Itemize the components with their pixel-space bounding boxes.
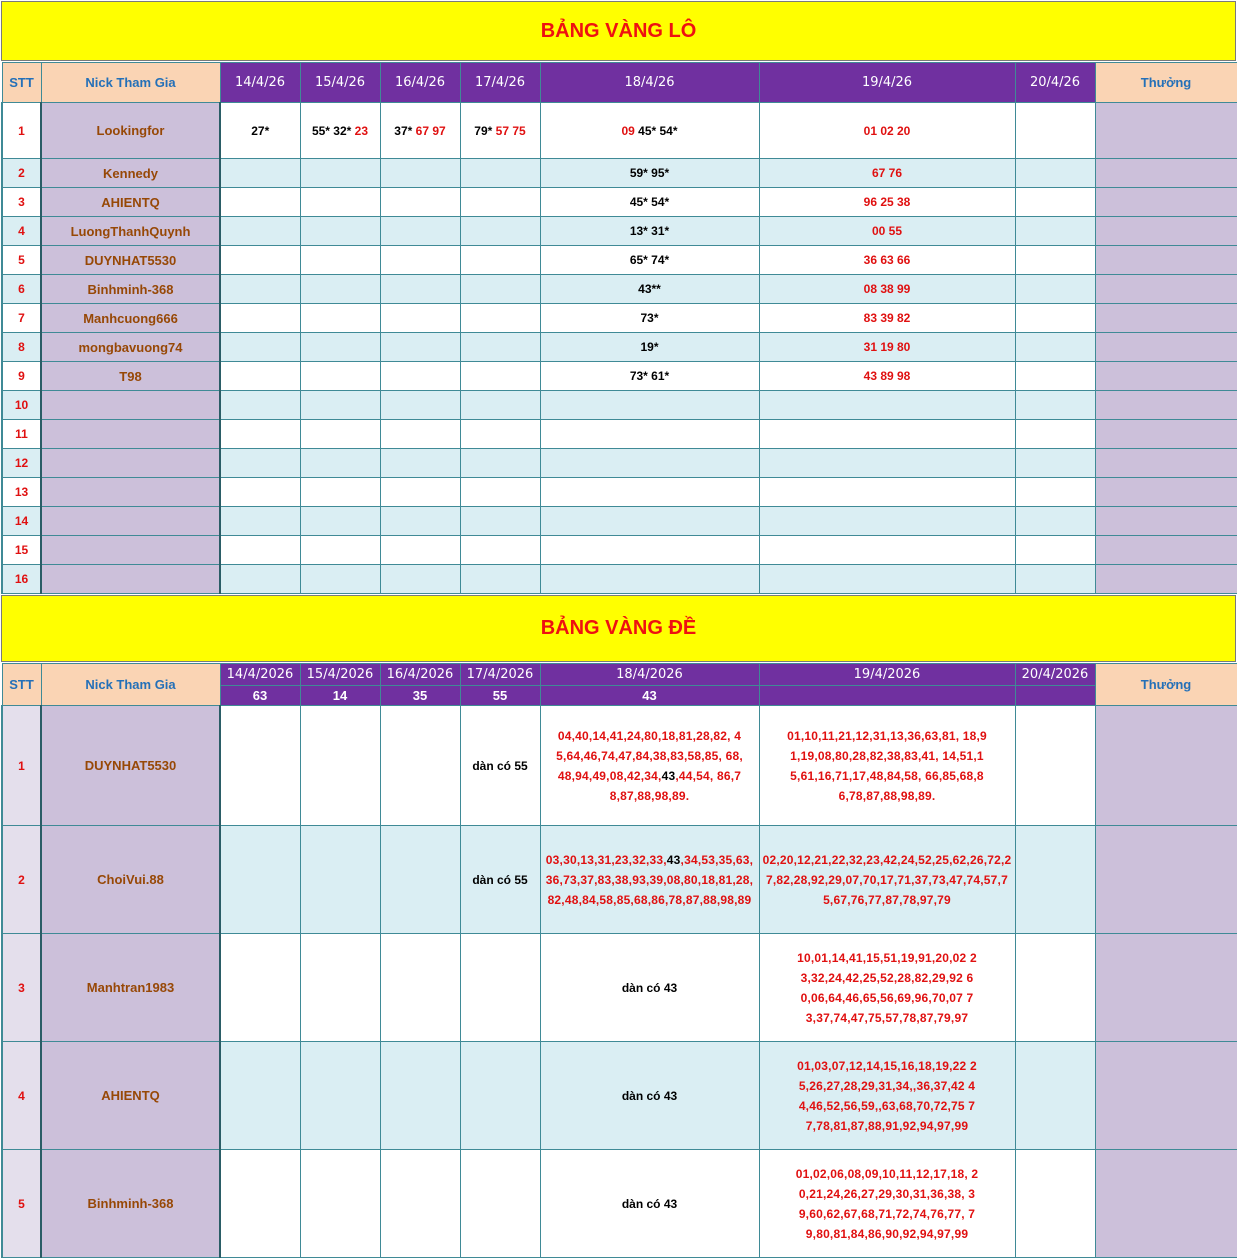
pick-cell (759, 275, 1015, 304)
dan-cell (759, 934, 1015, 1042)
table-row (2, 934, 1237, 1042)
prize-cell (1095, 275, 1237, 304)
row-number: 7 (2, 304, 41, 333)
prize-cell (1095, 478, 1237, 507)
row-number: 1 (2, 103, 41, 159)
row-number: 6 (2, 275, 41, 304)
row-number: 12 (2, 449, 41, 478)
row-number: 11 (2, 420, 41, 449)
de-header-date: 20/4/2026 (1015, 664, 1095, 686)
pick-text-red: 01 02 20 (863, 123, 911, 138)
pick-cell (759, 333, 1015, 362)
nick-name (41, 478, 220, 507)
pick-text-red: 43 89 98 (863, 369, 911, 383)
pick-text-red: 36 63 66 (863, 253, 911, 267)
dan-cell (540, 826, 759, 934)
pick-text: dàn có 43 (621, 980, 678, 995)
pick-text-red: 83 39 82 (863, 311, 911, 325)
table-row (2, 478, 1237, 507)
row-number: 14 (2, 507, 41, 536)
pick-text: 65* 74* (629, 253, 670, 267)
dan-hit-number: 43 (666, 852, 681, 867)
result-number: 43 (540, 686, 759, 706)
pick-cell (759, 159, 1015, 188)
table-row (2, 565, 1237, 594)
table-row (2, 103, 1237, 159)
prize-cell (1095, 304, 1237, 333)
nick-name: mongbavuong74 (41, 333, 220, 362)
de-banner (1, 595, 1236, 662)
dan-numbers: ,34,53,35,63,36,73,37,83,38,93,39,08,80,18,81,28,82,48,84,58,85,68,86,78,87,88,98,89 (545, 852, 754, 907)
dan-numbers: 01,02,06,08,09,10,11,12,17,18, 20,21,24,26,27,29,30,31,36,38, 39,60,62,67,68,71,72,74,76,77, 79,80,81,84,86,90,92,94,97,99 (795, 1166, 979, 1241)
nick-name: Binhminh-368 (41, 1150, 220, 1258)
prize-cell (1095, 826, 1237, 934)
prize-cell (1095, 536, 1237, 565)
lo-header-date: 17/4/26 (460, 63, 540, 103)
table-row (2, 826, 1237, 934)
pick-text-red: 96 25 38 (863, 195, 911, 209)
pick-text-red: 08 38 99 (863, 282, 911, 296)
nick-name: AHIENTQ (41, 1042, 220, 1150)
nick-name (41, 536, 220, 565)
dan-numbers: 10,01,14,41,15,51,19,91,20,02 23,32,24,42,25,52,28,82,29,92 60,06,64,46,65,56,69,96,70,07 73,37,74,47,75,57,78,87,79,97 (797, 950, 977, 1025)
pick-text: 79* (474, 123, 493, 138)
pick-cell (540, 934, 759, 1042)
dan-hit-number: 43 (661, 768, 676, 783)
prize-cell (1095, 333, 1237, 362)
de-table (1, 663, 1237, 1258)
pick-text: dàn có 43 (621, 1196, 678, 1211)
row-number: 8 (2, 333, 41, 362)
dan-numbers: 02,20,12,21,22,32,23,42,24,52,25,62,26,72,27,82,28,92,29,07,70,17,71,37,73,47,74,57,75,67,76,77,87,78,97,79 (762, 852, 1012, 907)
row-number: 5 (2, 1150, 41, 1258)
pick-cell (540, 1150, 759, 1258)
pick-text: 55* 32* (311, 123, 352, 138)
nick-name: ChoiVui.88 (41, 826, 220, 934)
dan-cell (759, 706, 1015, 826)
pick-cell (759, 304, 1015, 333)
dan-numbers: 03,30,13,31,23,32,33, (545, 852, 667, 867)
pick-text-red: 31 19 80 (863, 340, 911, 354)
pick-cell (759, 188, 1015, 217)
table-row (2, 391, 1237, 420)
pick-text-red: 57 75 (495, 123, 526, 138)
result-number (759, 686, 1015, 706)
dan-cell (540, 706, 759, 826)
pick-cell (540, 1042, 759, 1150)
table-row (2, 1150, 1237, 1258)
table-row (2, 217, 1237, 246)
pick-text: 37* (394, 123, 413, 138)
pick-text: 43** (638, 282, 661, 296)
lo-header-date: 15/4/26 (300, 63, 380, 103)
table-row (2, 536, 1237, 565)
table-row (2, 333, 1237, 362)
row-number: 9 (2, 362, 41, 391)
table-row (2, 304, 1237, 333)
dan-cell (759, 826, 1015, 934)
table-row (2, 362, 1237, 391)
nick-name: Manhcuong666 (41, 304, 220, 333)
nick-name: Kennedy (41, 159, 220, 188)
de-header-date: 15/4/2026 (300, 664, 380, 686)
dan-cell (759, 1042, 1015, 1150)
pick-cell (460, 103, 540, 159)
de-header-nick: Nick Tham Gia (41, 664, 220, 706)
lo-header-date: 19/4/26 (759, 63, 1015, 103)
row-number: 4 (2, 217, 41, 246)
pick-text: 13* 31* (629, 224, 670, 238)
row-number: 3 (2, 188, 41, 217)
de-header-stt: STT (2, 664, 41, 706)
prize-cell (1095, 246, 1237, 275)
dan-numbers: 01,03,07,12,14,15,16,18,19,22 25,26,27,28,29,31,34,,36,37,42 44,46,52,56,59,,63,68,70,72,75 77,78,81,87,88,91,92,94,97,99 (797, 1058, 977, 1133)
row-number: 3 (2, 934, 41, 1042)
prize-cell (1095, 1042, 1237, 1150)
pick-cell (540, 188, 759, 217)
row-number: 10 (2, 391, 41, 420)
lo-header-prize: Thưởng (1095, 63, 1237, 103)
pick-text-red: 67 76 (871, 166, 903, 180)
pick-cell (460, 706, 540, 826)
row-number: 2 (2, 826, 41, 934)
table-row (2, 507, 1237, 536)
row-number: 2 (2, 159, 41, 188)
lo-header-stt: STT (2, 63, 41, 103)
de-header-date: 19/4/2026 (759, 664, 1015, 686)
table-row (2, 1042, 1237, 1150)
prize-cell (1095, 507, 1237, 536)
table-row (2, 420, 1237, 449)
lo-header-date: 18/4/26 (540, 63, 759, 103)
prize-cell (1095, 362, 1237, 391)
pick-text: 73* 61* (629, 369, 670, 383)
prize-cell (1095, 159, 1237, 188)
pick-text-red: 09 (621, 123, 635, 138)
dan-numbers: 04,40,14,41,24,80,18,81,28,82, 45,64,46,74,47,84,38,83,58,85, 68,48,94,49,08,42,34, (556, 728, 743, 783)
prize-cell (1095, 420, 1237, 449)
pick-cell (759, 217, 1015, 246)
prize-cell (1095, 449, 1237, 478)
prize-cell (1095, 706, 1237, 826)
pick-cell (540, 246, 759, 275)
table-row (2, 706, 1237, 826)
pick-cell (540, 333, 759, 362)
row-number: 1 (2, 706, 41, 826)
pick-cell (460, 826, 540, 934)
dan-cell (759, 1150, 1015, 1258)
de-header-prize: Thưởng (1095, 664, 1237, 706)
pick-text-red: 00 55 (871, 224, 903, 238)
nick-name: LuongThanhQuynh (41, 217, 220, 246)
de-header-date: 18/4/2026 (540, 664, 759, 686)
lo-header-date: 16/4/26 (380, 63, 460, 103)
pick-text: 73* (640, 311, 659, 325)
prize-cell (1095, 188, 1237, 217)
pick-cell (759, 103, 1015, 159)
pick-cell (759, 362, 1015, 391)
pick-cell (540, 217, 759, 246)
pick-cell (220, 103, 300, 159)
lo-title: BẢNG VÀNG LÔ (540, 19, 697, 42)
prize-cell (1095, 934, 1237, 1042)
pick-cell (540, 275, 759, 304)
nick-name (41, 420, 220, 449)
pick-text: 19* (640, 340, 659, 354)
table-row (2, 188, 1237, 217)
table-row (2, 275, 1237, 304)
lo-header-date: 14/4/26 (220, 63, 300, 103)
dan-numbers: 01,10,11,21,12,31,13,36,63,81, 18,91,19,08,80,28,82,38,83,41, 14,51,15,61,16,71,17,48,84,58, 66,85,68,86,78,87,88,98,89. (787, 728, 987, 803)
pick-text: 45* 54* (629, 195, 670, 209)
nick-name (41, 565, 220, 594)
pick-cell (759, 246, 1015, 275)
pick-text: dàn có 43 (621, 1088, 678, 1103)
pick-text-red: 67 97 (415, 123, 446, 138)
table-row (2, 449, 1237, 478)
de-header-row (2, 664, 1237, 686)
pick-cell (540, 304, 759, 333)
nick-name: DUYNHAT5530 (41, 706, 220, 826)
pick-cell (300, 103, 380, 159)
result-number: 14 (300, 686, 380, 706)
table-row (2, 246, 1237, 275)
nick-name: DUYNHAT5530 (41, 246, 220, 275)
prize-cell (1095, 1150, 1237, 1258)
table-row (2, 159, 1237, 188)
pick-cell (380, 103, 460, 159)
nick-name: Manhtran1983 (41, 934, 220, 1042)
prize-cell (1095, 391, 1237, 420)
prize-cell (1095, 103, 1237, 159)
dan-numbers: ,44,54, 86,78,87,88,98,89. (609, 768, 742, 803)
nick-name: Binhminh-368 (41, 275, 220, 304)
lo-header-nick: Nick Tham Gia (41, 63, 220, 103)
pick-cell (1015, 103, 1095, 159)
nick-name: Lookingfor (41, 103, 220, 159)
nick-name: AHIENTQ (41, 188, 220, 217)
pick-text: 45* 54* (638, 123, 678, 138)
row-number: 13 (2, 478, 41, 507)
de-header-date: 17/4/2026 (460, 664, 540, 686)
pick-cell (540, 103, 759, 159)
nick-name (41, 391, 220, 420)
result-number (1015, 686, 1095, 706)
result-number: 35 (380, 686, 460, 706)
result-number: 55 (460, 686, 540, 706)
pick-cell (540, 159, 759, 188)
row-number: 16 (2, 565, 41, 594)
prize-cell (1095, 565, 1237, 594)
de-header-date: 14/4/2026 (220, 664, 300, 686)
pick-text: dàn có 55 (472, 872, 528, 887)
pick-text: 27* (251, 123, 270, 138)
pick-text: 59* 95* (629, 166, 670, 180)
pick-cell (540, 362, 759, 391)
row-number: 15 (2, 536, 41, 565)
nick-name (41, 507, 220, 536)
de-header-date: 16/4/2026 (380, 664, 460, 686)
lo-banner (1, 1, 1236, 61)
lo-table (1, 62, 1237, 594)
row-number: 4 (2, 1042, 41, 1150)
pick-text-red: 23 (354, 123, 369, 138)
nick-name: T98 (41, 362, 220, 391)
pick-text: dàn có 55 (472, 758, 528, 773)
de-title: BẢNG VÀNG ĐỀ (540, 617, 697, 639)
row-number: 5 (2, 246, 41, 275)
result-number: 63 (220, 686, 300, 706)
prize-cell (1095, 217, 1237, 246)
lo-header-row (2, 63, 1237, 103)
lo-header-date: 20/4/26 (1015, 63, 1095, 103)
nick-name (41, 449, 220, 478)
